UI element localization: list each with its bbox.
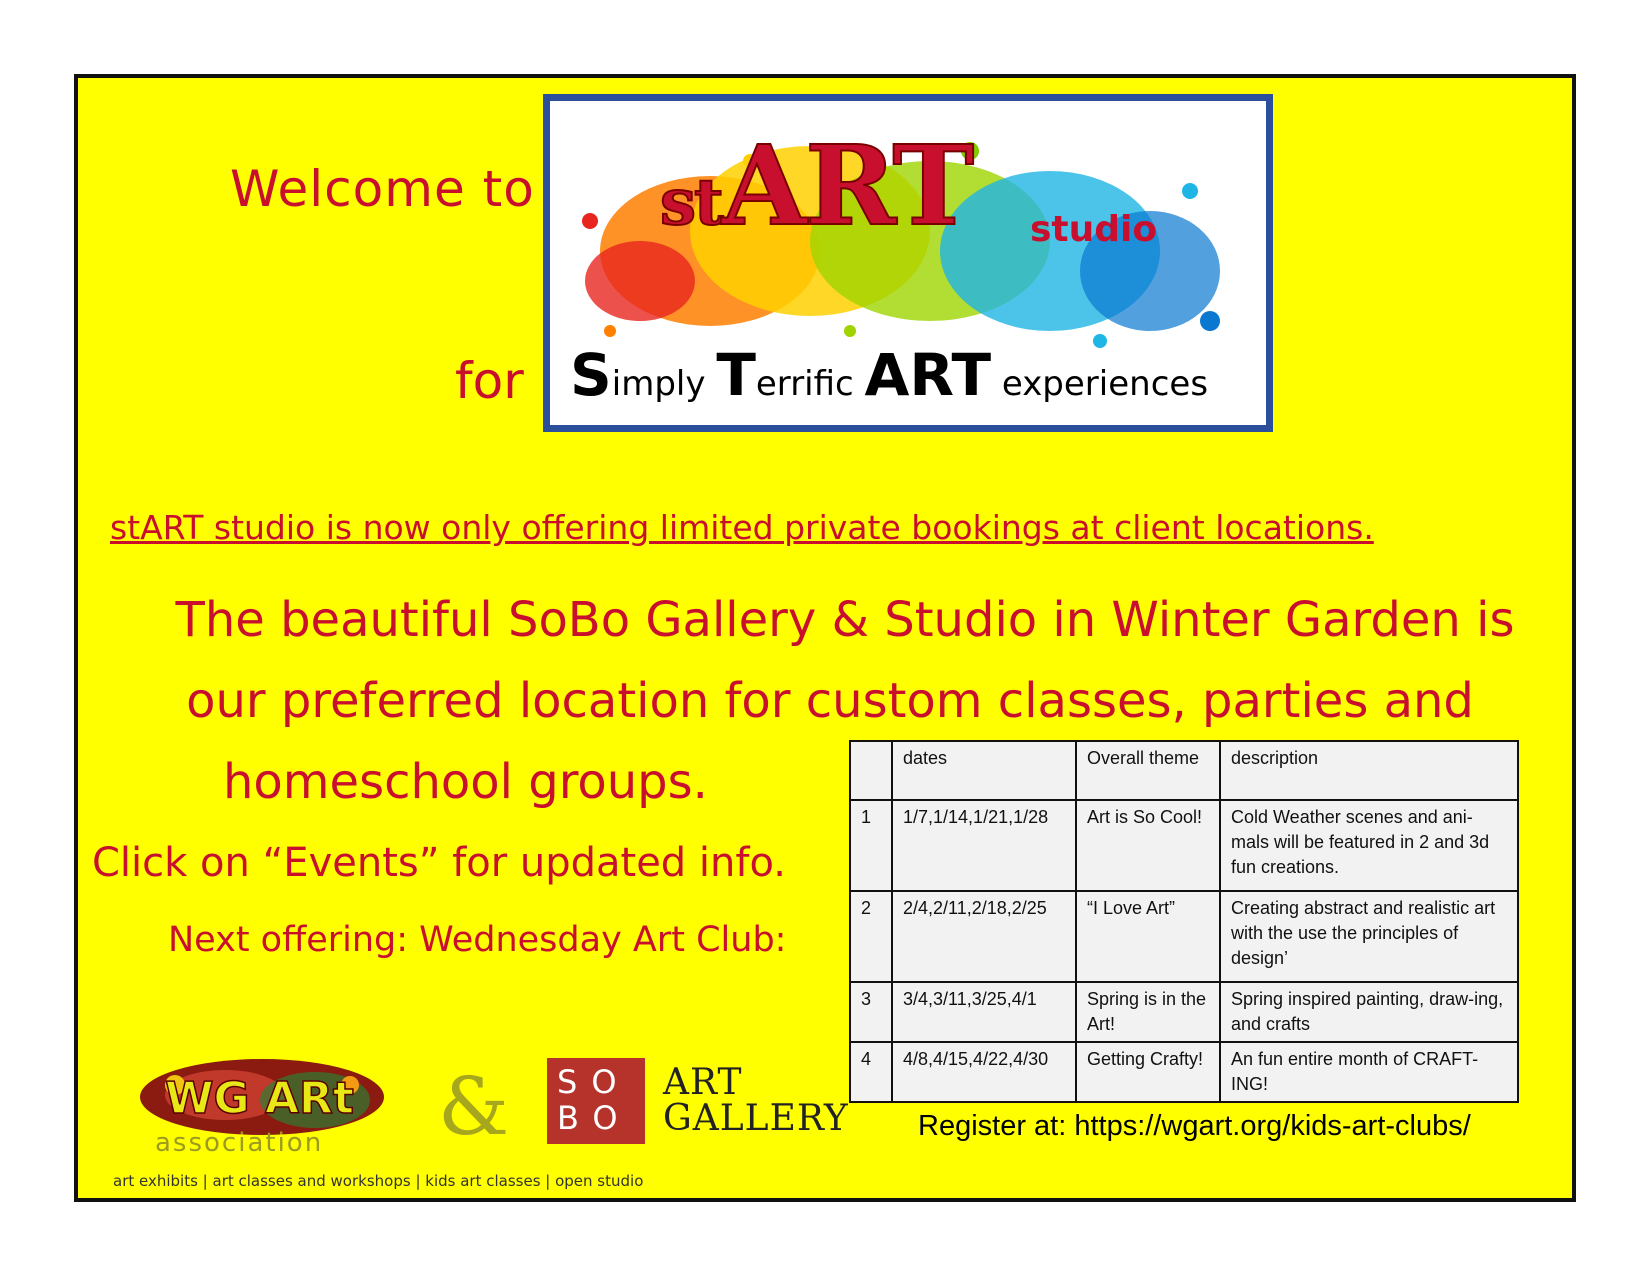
col-header-dates: dates [892,741,1076,800]
row-index: 1 [850,800,892,891]
row-dates: 2/4,2/11,2/18,2/25 [892,891,1076,982]
tagline-s: S [570,341,612,409]
next-offering: Next offering: Wednesday Art Club: [168,920,787,960]
row-theme: “I Love Art” [1076,891,1220,982]
logo-tagline [570,341,1208,409]
row-index: 2 [850,891,892,982]
events-info: Click on “Events” for updated info. [92,840,786,886]
sobo-logo-icon [547,1058,645,1144]
sobo-top: SO [557,1063,631,1101]
row-dates: 3/4,3/11,3/25,4/1 [892,982,1076,1042]
row-theme: Art is So Cool! [1076,800,1220,891]
welcome-text: Welcome to [230,160,535,218]
row-theme: Getting Crafty! [1076,1042,1220,1102]
row-description: Cold Weather scenes and ani-mals will be featured in 2 and 3d fun creations. [1220,800,1518,891]
register-link[interactable]: Register at: https://wgart.org/kids-art-clubs/ [918,1110,1471,1142]
art-word: ART [663,1062,743,1103]
table-row [850,1042,1518,1102]
services-footer: art exhibits | art classes and workshops | kids art classes | open studio [113,1172,644,1190]
wg-logo-text: WG ARt [165,1073,354,1124]
tagline-imply: imply [611,364,717,404]
wg-association-text: association [155,1128,324,1158]
table-row [850,982,1518,1042]
table-row [850,891,1518,982]
table-row [850,800,1518,891]
row-description: An fun entire month of CRAFT-ING! [1220,1042,1518,1102]
row-index: 4 [850,1042,892,1102]
preferred-line-1: The beautiful SoBo Gallery & Studio in Winter Garden is [175,592,1515,648]
row-dates: 1/7,1/14,1/21,1/28 [892,800,1076,891]
table-header-row [850,741,1518,800]
tagline-art: ART [864,341,992,409]
row-description: Spring inspired painting, draw-ing, and crafts [1220,982,1518,1042]
gallery-word: GALLERY [663,1098,849,1139]
row-description: Creating abstract and realistic art with the use the principles of design’ [1220,891,1518,982]
art-gallery-text [663,1062,849,1139]
start-prefix: st [660,165,722,240]
studio-word: studio [1030,209,1158,250]
tagline-t: T [716,341,756,409]
col-header-theme: Overall theme [1076,741,1220,800]
col-header-index [850,741,892,800]
preferred-line-3: homeschool groups. [223,754,708,810]
sobo-bottom: BO [557,1099,632,1137]
row-dates: 4/8,4/15,4/22,4/30 [892,1042,1076,1102]
row-index: 3 [850,982,892,1042]
start-brand-mark [660,121,972,250]
ampersand: & [438,1060,510,1153]
tagline-errific: errific [755,364,854,404]
start-main: ART [721,121,973,250]
preferred-line-2: our preferred location for custom classes, parties and [186,673,1474,729]
schedule-table [849,740,1519,1103]
booking-notice: stART studio is now only offering limited private bookings at client locations. [110,508,1374,547]
tagline-experiences: experiences [991,364,1209,404]
row-theme: Spring is in the Art! [1076,982,1220,1042]
for-text: for [455,352,524,410]
start-studio-logo [543,94,1273,432]
col-header-description: description [1220,741,1518,800]
